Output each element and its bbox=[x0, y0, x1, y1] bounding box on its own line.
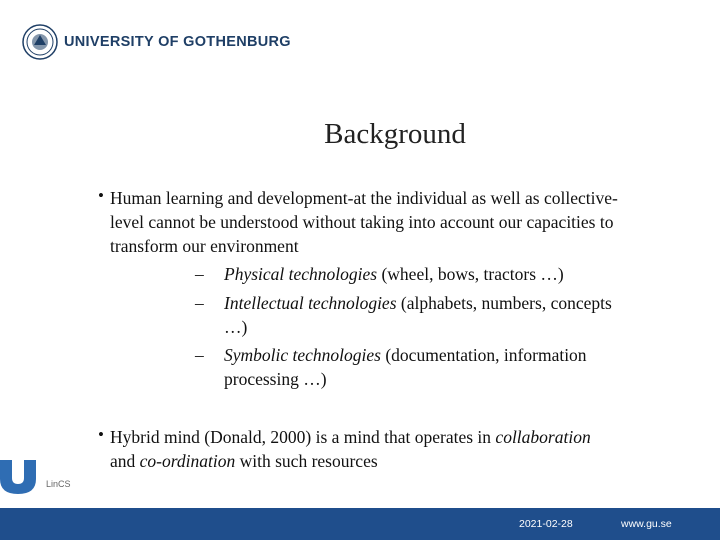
slide-footer bbox=[0, 508, 720, 540]
sub-bullet-term: Physical technologies bbox=[224, 264, 378, 284]
slide-header bbox=[22, 22, 291, 62]
bullet-text-part: Hybrid mind (Donald, 2000) is a mind that operates in bbox=[110, 427, 496, 447]
bullet-icon: • bbox=[98, 425, 104, 444]
bullet-text: Human learning and development-at the individual as well as collective-level cannot be understood without taking into account our capacities to transform our environment bbox=[110, 188, 618, 256]
sub-bullet-physical bbox=[195, 262, 625, 286]
sub-bullet-term: Intellectual technologies bbox=[224, 293, 397, 313]
sub-bullet-detail: (wheel, bows, tractors …) bbox=[377, 264, 564, 284]
university-name: UNIVERSITY OF GOTHENBURG bbox=[64, 34, 291, 50]
sub-bullet-detail: (alphabets, numbers, concepts …) bbox=[224, 293, 612, 337]
bullet-human-learning bbox=[98, 186, 618, 258]
bullet-term-coordination: co-ordination bbox=[139, 451, 236, 471]
dash-icon: – bbox=[195, 293, 204, 313]
sub-bullet-detail: (documentation, information processing …) bbox=[224, 345, 587, 389]
sub-bullet-symbolic bbox=[195, 343, 625, 391]
sub-bullet-intellectual bbox=[195, 291, 625, 339]
bullet-text-part: and bbox=[110, 451, 140, 471]
bullet-text-part: with such resources bbox=[235, 451, 378, 471]
bullet-term-collaboration: collaboration bbox=[495, 427, 591, 447]
bullet-hybrid-mind bbox=[98, 425, 618, 473]
university-seal-icon bbox=[22, 24, 58, 60]
bullet-text bbox=[110, 425, 618, 473]
footer-date: 2021-02-28 bbox=[519, 518, 573, 530]
bullet-icon: • bbox=[98, 186, 104, 205]
lincs-label: LinCS bbox=[46, 479, 71, 489]
dash-icon: – bbox=[195, 345, 204, 365]
lincs-logo-icon bbox=[0, 458, 40, 494]
slide-title: Background bbox=[324, 118, 466, 150]
footer-url[interactable]: www.gu.se bbox=[621, 518, 672, 530]
sub-bullet-term: Symbolic technologies bbox=[224, 345, 381, 365]
dash-icon: – bbox=[195, 264, 204, 284]
